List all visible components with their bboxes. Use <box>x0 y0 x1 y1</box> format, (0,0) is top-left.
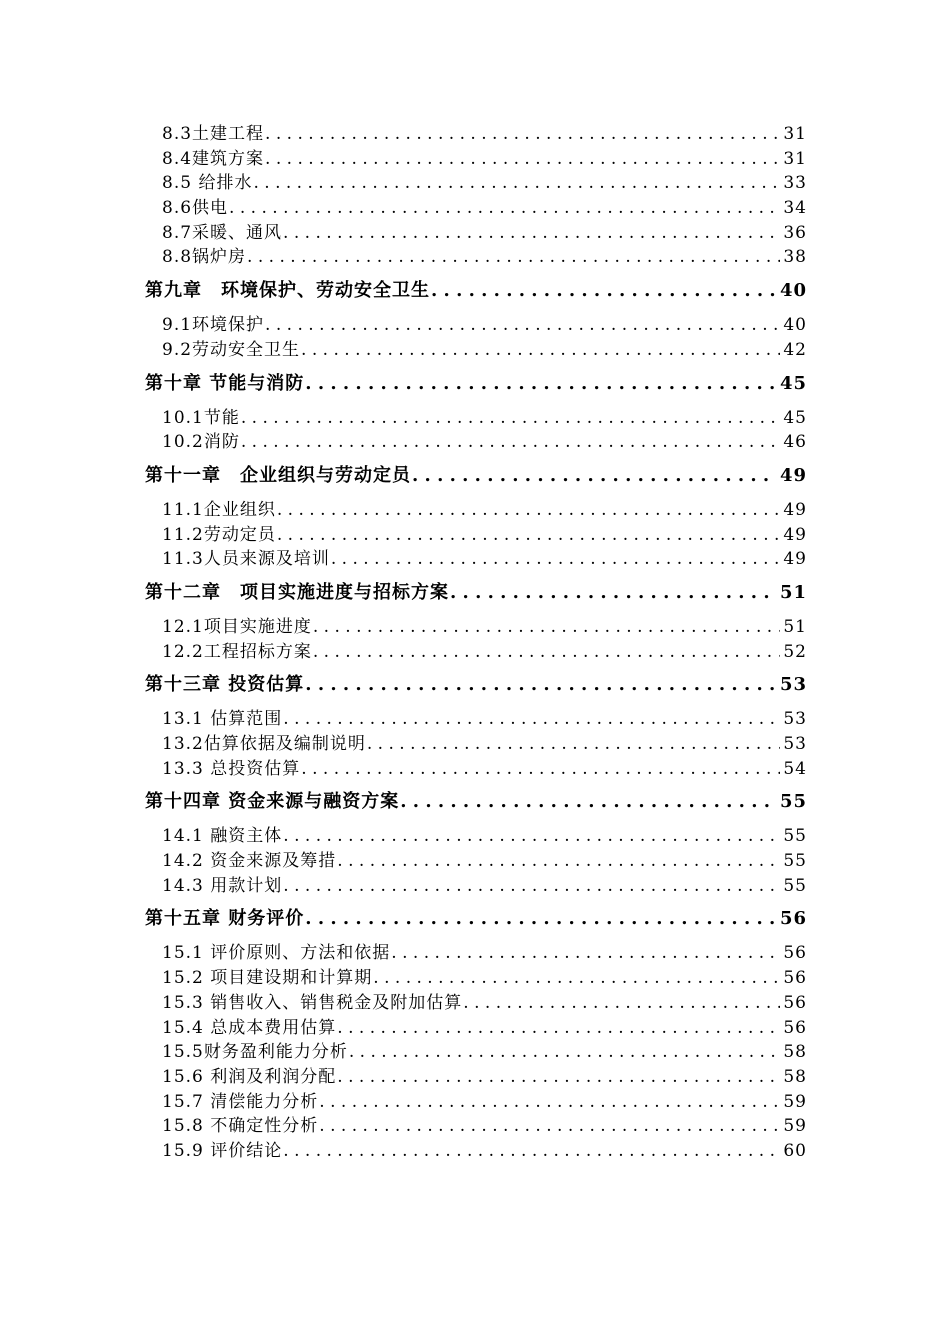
toc-entry-title: 第十一章 企业组织与劳动定员 <box>145 464 411 486</box>
toc-page-number: 33 <box>783 173 807 194</box>
toc-section-entry[interactable] <box>145 732 807 757</box>
toc-chapter-entry[interactable] <box>145 279 807 303</box>
toc-dot-leader <box>318 1114 780 1139</box>
toc-chapter-entry[interactable] <box>145 790 807 814</box>
toc-entry-title: 13.1 估算范围 <box>162 709 283 730</box>
toc-page-number: 53 <box>783 709 807 730</box>
toc-entry-title: 15.1 评价原则、方法和依据 <box>162 943 391 964</box>
table-of-contents <box>145 122 807 1164</box>
toc-section-entry[interactable] <box>145 498 807 523</box>
toc-page-number: 49 <box>783 549 807 570</box>
toc-dot-leader <box>276 498 781 523</box>
toc-page-number: 40 <box>783 315 807 336</box>
toc-page-number: 36 <box>783 222 807 243</box>
toc-dot-leader <box>348 1040 781 1065</box>
toc-dot-leader <box>282 874 780 899</box>
toc-page-number: 52 <box>783 641 807 662</box>
toc-section-entry[interactable] <box>145 615 807 640</box>
toc-entry-title: 15.3 销售收入、销售税金及附加估算 <box>162 992 463 1013</box>
toc-section-entry[interactable] <box>145 1016 807 1041</box>
toc-dot-leader <box>312 615 781 640</box>
toc-page-number: 55 <box>779 791 807 813</box>
toc-page-number: 49 <box>783 524 807 545</box>
toc-section-entry[interactable] <box>145 406 807 431</box>
toc-section-entry[interactable] <box>145 338 807 363</box>
toc-entry-title: 15.5财务盈利能力分析 <box>162 1042 348 1063</box>
toc-chapter-entry[interactable] <box>145 372 807 396</box>
toc-page-number: 55 <box>783 875 807 896</box>
toc-page-number: 53 <box>779 674 807 696</box>
toc-page-number: 59 <box>783 1116 807 1137</box>
toc-dot-leader <box>252 171 780 196</box>
toc-page-number: 59 <box>783 1091 807 1112</box>
toc-dot-leader <box>372 966 780 991</box>
toc-page-number: 38 <box>783 247 807 268</box>
toc-section-entry[interactable] <box>145 1040 807 1065</box>
toc-dot-leader <box>300 757 780 782</box>
toc-entry-title: 13.2估算依据及编制说明 <box>162 734 366 754</box>
toc-entry-title: 11.3人员来源及培训 <box>162 549 330 570</box>
toc-entry-title: 15.6 利润及利润分配 <box>162 1066 337 1087</box>
toc-chapter-entry[interactable] <box>145 673 807 697</box>
toc-page-number: 46 <box>783 432 807 453</box>
toc-dot-leader <box>304 907 777 931</box>
toc-page-number: 51 <box>783 616 807 637</box>
toc-dot-leader <box>449 581 777 605</box>
toc-dot-leader <box>264 147 780 172</box>
toc-dot-leader <box>264 313 780 338</box>
toc-section-entry[interactable] <box>145 849 807 874</box>
toc-dot-leader <box>336 1065 780 1090</box>
toc-entry-title: 第九章 环境保护、劳动安全卫生 <box>145 280 430 302</box>
toc-page-number: 51 <box>779 581 807 603</box>
toc-entry-title: 8.4建筑方案 <box>162 148 265 169</box>
toc-entry-title: 15.8 不确定性分析 <box>162 1116 319 1137</box>
toc-dot-leader <box>312 640 781 665</box>
toc-dot-leader <box>282 1139 780 1164</box>
toc-dot-leader <box>304 372 777 396</box>
toc-page-number: 53 <box>783 734 807 754</box>
toc-entry-title: 第十三章 投资估算 <box>145 674 305 696</box>
toc-dot-leader <box>336 1016 780 1041</box>
toc-dot-leader <box>264 122 780 147</box>
toc-dot-leader <box>318 1090 780 1115</box>
toc-entry-title: 第十二章 项目实施进度与招标方案 <box>145 581 449 603</box>
toc-section-entry[interactable] <box>145 1065 807 1090</box>
toc-entry-title: 10.1节能 <box>162 407 240 428</box>
toc-section-entry[interactable] <box>145 757 807 782</box>
toc-page-number: 56 <box>779 908 807 930</box>
toc-page-number: 49 <box>783 499 807 520</box>
toc-dot-leader <box>336 849 780 874</box>
toc-page-number: 56 <box>783 1017 807 1038</box>
toc-page-number: 40 <box>779 280 807 302</box>
toc-page-number: 55 <box>783 851 807 872</box>
toc-entry-title: 8.5 给排水 <box>162 173 253 194</box>
toc-page-number: 56 <box>783 968 807 989</box>
toc-dot-leader <box>300 338 780 363</box>
toc-entry-title: 14.1 融资主体 <box>162 826 283 847</box>
toc-dot-leader <box>430 279 777 303</box>
toc-section-entry[interactable] <box>145 707 807 732</box>
toc-page-number: 54 <box>783 758 807 779</box>
toc-entry-title: 15.7 清偿能力分析 <box>162 1091 319 1112</box>
toc-section-entry[interactable] <box>145 523 807 548</box>
toc-entry-title: 9.1环境保护 <box>162 315 265 336</box>
toc-entry-title: 8.3土建工程 <box>162 124 265 144</box>
toc-page-number: 58 <box>783 1042 807 1063</box>
toc-page-number: 58 <box>783 1066 807 1087</box>
toc-page-number: 56 <box>783 943 807 964</box>
toc-section-entry[interactable] <box>145 1090 807 1115</box>
toc-page-number: 31 <box>783 148 807 169</box>
toc-section-entry[interactable] <box>145 147 807 172</box>
toc-entry-title: 第十四章 资金来源与融资方案 <box>145 791 400 813</box>
toc-entry-title: 15.4 总成本费用估算 <box>162 1017 337 1038</box>
toc-section-entry[interactable] <box>145 221 807 246</box>
toc-section-entry[interactable] <box>145 874 807 899</box>
toc-dot-leader <box>282 824 780 849</box>
toc-section-entry[interactable] <box>145 171 807 196</box>
toc-section-entry[interactable] <box>145 430 807 455</box>
toc-section-entry[interactable] <box>145 547 807 572</box>
toc-dot-leader <box>366 732 781 757</box>
toc-entry-title: 9.2劳动安全卫生 <box>162 339 301 360</box>
toc-section-entry[interactable] <box>145 941 807 966</box>
toc-entry-title: 14.3 用款计划 <box>162 875 283 896</box>
toc-chapter-entry[interactable] <box>145 581 807 605</box>
toc-page-number: 45 <box>783 407 807 428</box>
toc-entry-title: 13.3 总投资估算 <box>162 758 301 779</box>
toc-dot-leader <box>411 464 777 488</box>
toc-entry-title: 12.1项目实施进度 <box>162 616 312 637</box>
toc-page-number: 49 <box>779 464 807 486</box>
toc-dot-leader <box>330 547 781 572</box>
toc-page-number: 45 <box>779 372 807 394</box>
toc-dot-leader <box>282 707 780 732</box>
toc-entry-title: 8.6供电 <box>162 198 229 219</box>
toc-dot-leader <box>390 941 780 966</box>
toc-section-entry[interactable] <box>145 966 807 991</box>
toc-page-number: 34 <box>783 198 807 219</box>
toc-section-entry[interactable] <box>145 122 807 147</box>
toc-entry-title: 12.2工程招标方案 <box>162 641 312 662</box>
toc-entry-title: 10.2消防 <box>162 432 240 453</box>
toc-dot-leader <box>276 523 781 548</box>
toc-entry-title: 14.2 资金来源及筹措 <box>162 851 337 872</box>
toc-entry-title: 第十五章 财务评价 <box>145 908 305 930</box>
toc-page-number: 60 <box>783 1140 807 1161</box>
toc-entry-title: 8.7采暖、通风 <box>162 222 283 243</box>
toc-dot-leader <box>240 406 781 431</box>
toc-section-entry[interactable] <box>145 1114 807 1139</box>
toc-entry-title: 8.8锅炉房 <box>162 247 247 268</box>
toc-entry-title: 第十章 节能与消防 <box>145 372 305 394</box>
toc-entry-title: 11.1企业组织 <box>162 499 276 520</box>
toc-section-entry[interactable] <box>145 196 807 221</box>
toc-dot-leader <box>282 221 780 246</box>
toc-chapter-entry[interactable] <box>145 464 807 488</box>
toc-chapter-entry[interactable] <box>145 907 807 931</box>
toc-page-number: 55 <box>783 826 807 847</box>
toc-dot-leader <box>228 196 780 221</box>
toc-entry-title: 11.2劳动定员 <box>162 524 276 545</box>
toc-section-entry[interactable] <box>145 1139 807 1164</box>
toc-page-number: 42 <box>783 339 807 360</box>
toc-dot-leader <box>246 245 780 270</box>
toc-page-number: 56 <box>783 992 807 1013</box>
toc-entry-title: 15.2 项目建设期和计算期 <box>162 968 373 989</box>
toc-page-number: 31 <box>783 124 807 144</box>
toc-dot-leader <box>304 673 777 697</box>
toc-dot-leader <box>462 991 780 1016</box>
toc-section-entry[interactable] <box>145 640 807 665</box>
toc-dot-leader <box>240 430 781 455</box>
toc-dot-leader <box>399 790 777 814</box>
toc-section-entry[interactable] <box>145 991 807 1016</box>
toc-section-entry[interactable] <box>145 245 807 270</box>
toc-entry-title: 15.9 评价结论 <box>162 1140 283 1161</box>
toc-section-entry[interactable] <box>145 824 807 849</box>
toc-section-entry[interactable] <box>145 313 807 338</box>
